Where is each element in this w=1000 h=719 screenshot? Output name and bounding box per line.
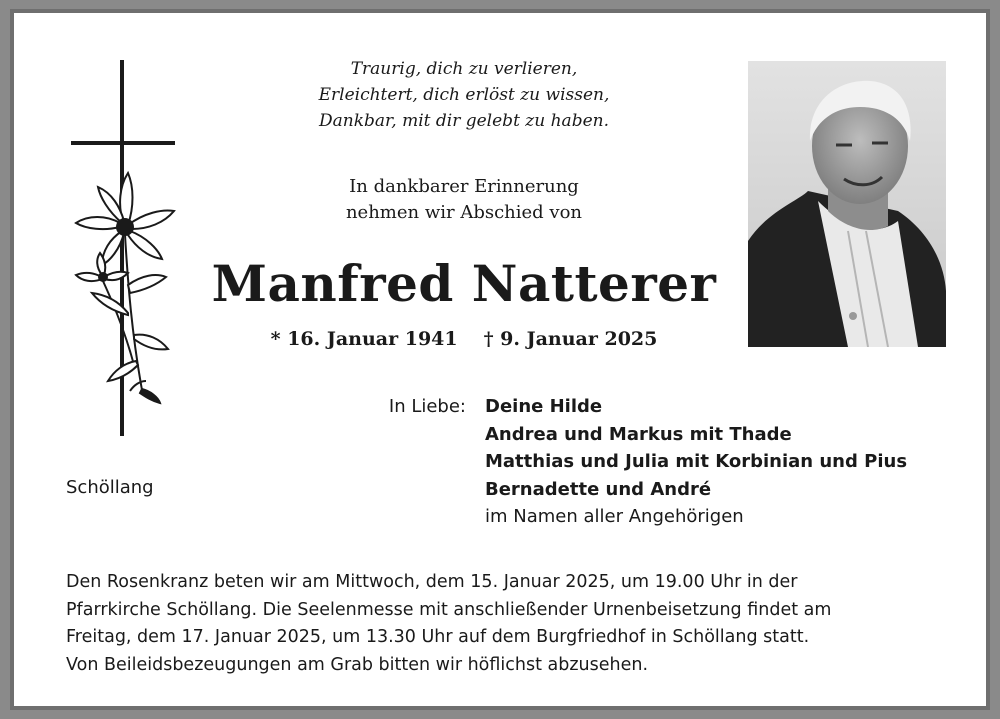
family-label: In Liebe: (388, 396, 466, 417)
death-date: † 9. Januar 2025 (483, 328, 658, 350)
poem-line: Erleichtert, dich erlöst zu wissen, (318, 85, 610, 105)
intro-line: nehmen wir Abschied von (345, 202, 583, 223)
notice-line: Von Beileidsbezeugungen am Grab bitten wir höflichst abzusehen. (66, 654, 649, 675)
notice-line: Den Rosenkranz beten wir am Mittwoch, dem 15. Januar 2025, um 19.00 Uhr in der (66, 572, 798, 592)
poem-line: Dankbar, mit dir gelebt zu haben. (319, 111, 609, 131)
family-list (485, 393, 975, 531)
place-name: Schöllang (66, 477, 154, 498)
intro-line: In dankbarer Erinnerung (349, 176, 579, 197)
family-member: Andrea und Markus mit Thade (485, 423, 792, 445)
family-member: Deine Hilde (485, 396, 603, 417)
birth-date: * 16. Januar 1941 (270, 328, 458, 350)
edelweiss-icon (62, 165, 192, 405)
life-dates (244, 326, 684, 352)
family-member: Matthias und Julia mit Korbinian und Pius (485, 451, 908, 472)
poem-line: Traurig, dich zu verlieren, (350, 59, 578, 79)
deceased-name: Manfred Natterer (211, 254, 717, 313)
service-notice (66, 569, 971, 679)
family-closing: im Namen aller Angehörigen (485, 506, 744, 527)
notice-line: Pfarrkirche Schöllang. Die Seelenmesse mit anschließender Urnenbeisetzung findet am (66, 599, 832, 620)
family-member: Bernadette und André (485, 478, 712, 500)
cross-bar (71, 141, 175, 145)
intro-text (264, 174, 664, 226)
notice-line: Freitag, dem 17. Januar 2025, um 13.30 Uhr auf dem Burgfriedhof in Schöllang statt. (66, 627, 810, 647)
obituary-card (10, 9, 990, 710)
poem (264, 56, 664, 134)
portrait-photo (748, 61, 946, 347)
